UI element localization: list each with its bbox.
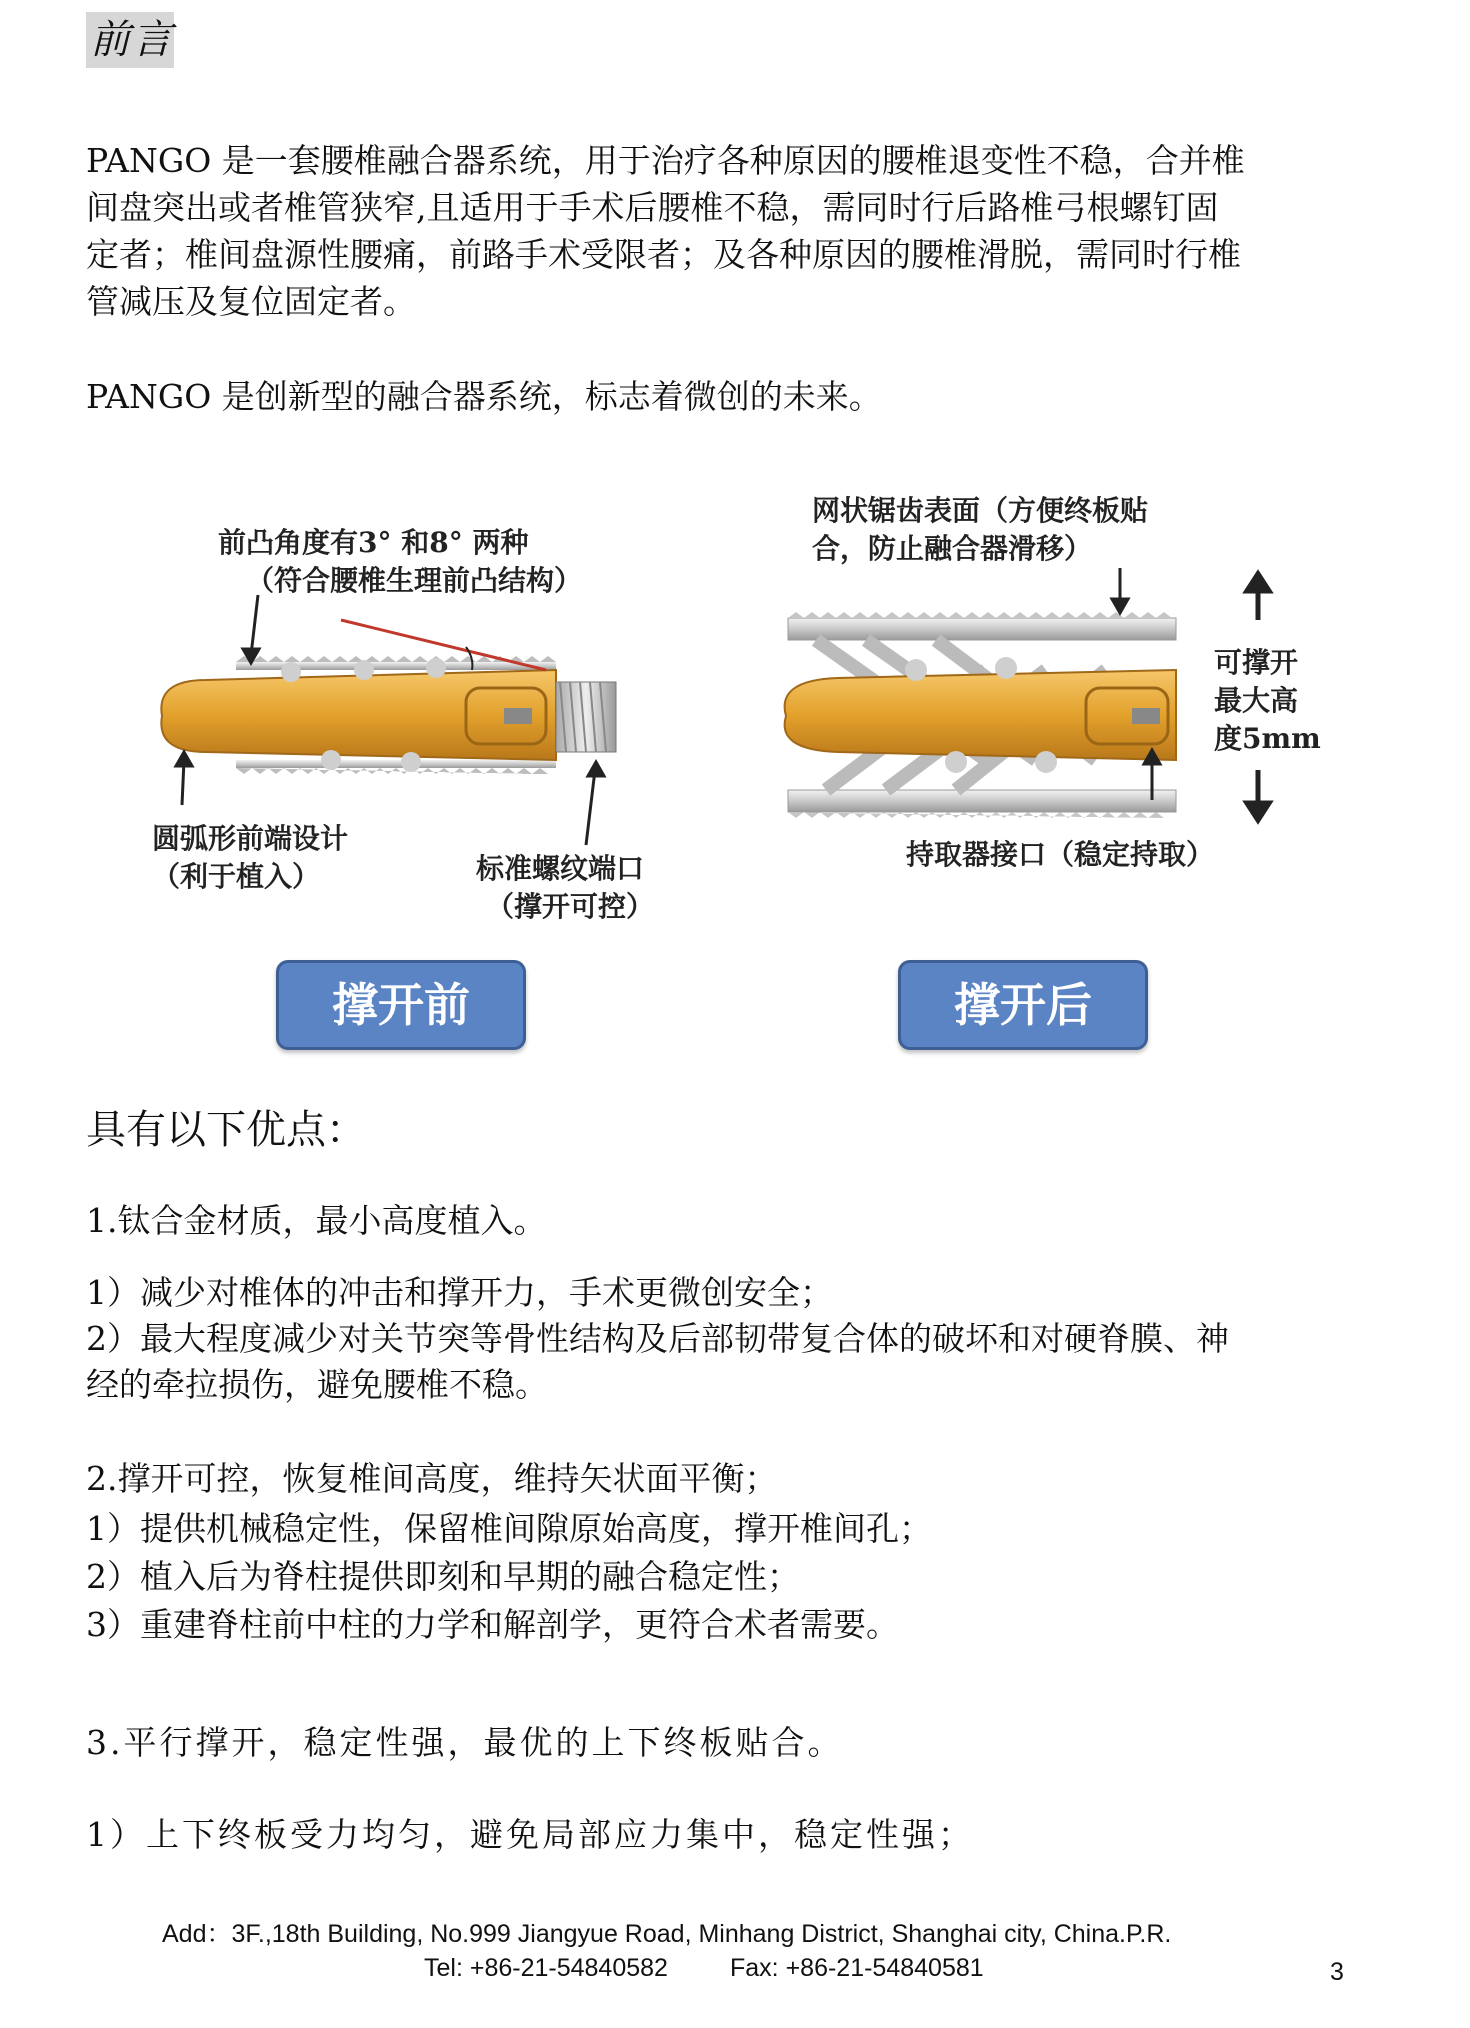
height-label-2: 最大高 — [1214, 684, 1299, 717]
advantage-1-item: 经的牵拉损伤，避免腰椎不稳。 — [86, 1365, 548, 1404]
advantage-2-item: 3）重建脊柱前中柱的力学和解剖学，更符合术者需要。 — [86, 1605, 899, 1644]
after-expansion-label: 撑开后 — [898, 960, 1148, 1050]
intro-line: 间盘突出或者椎管狭窄,且适用于手术后腰椎不稳，需同时行后路椎弓根螺钉固 — [86, 188, 1219, 227]
section-heading: 前言 — [86, 12, 174, 68]
tip-label: 圆弧形前端设计 — [152, 822, 349, 855]
page-number: 3 — [1330, 1958, 1344, 1986]
angle-label: 前凸角度有3° 和8° 两种 — [218, 526, 529, 559]
intro-line: PANGO 是一套腰椎融合器系统，用于治疗各种原因的腰椎退变性不稳，合并椎 — [86, 141, 1245, 180]
advantage-1-title: 1.钛合金材质，最小高度植入。 — [86, 1201, 547, 1240]
implant-before — [161, 620, 616, 774]
holder-label: 持取器接口（稳定持取） — [906, 838, 1215, 871]
advantage-2-title: 2.撑开可控，恢复椎间高度，维持矢状面平衡； — [86, 1459, 778, 1498]
surface-label: 网状锯齿表面（方便终板贴 — [812, 494, 1149, 527]
footer-fax: Fax: +86-21-54840581 — [730, 1954, 984, 1982]
angle-sublabel: （符合腰椎生理前凸结构） — [246, 564, 583, 597]
footer-tel: Tel: +86-21-54840582 — [424, 1954, 668, 1982]
advantage-3-item: 1）上下终板受力均匀，避免局部应力集中，稳定性强； — [86, 1815, 974, 1854]
advantage-1-item: 1）减少对椎体的冲击和撑开力，手术更微创安全； — [86, 1273, 833, 1312]
tip-sublabel: （利于植入） — [152, 860, 321, 893]
height-label-1: 可撑开 — [1214, 646, 1299, 679]
before-expansion-label: 撑开前 — [276, 960, 526, 1050]
thread-label: 标准螺纹端口 — [476, 852, 645, 885]
intro-line: 管减压及复位固定者。 — [86, 282, 416, 321]
product-figure — [86, 470, 1386, 1080]
advantage-1-item: 2）最大程度减少对关节突等骨性结构及后部韧带复合体的破坏和对硬脊膜、神 — [86, 1319, 1229, 1358]
surface-sublabel: 合，防止融合器滑移） — [812, 532, 1093, 565]
implant-after — [785, 612, 1176, 818]
advantage-3-title: 3.平行撑开，稳定性强，最优的上下终板贴合。 — [86, 1723, 844, 1762]
footer-address: Add：3F.,18th Building, No.999 Jiangyue Road, Minhang District, Shanghai city, China.P.R. — [162, 1920, 1172, 1948]
intro-line: 定者；椎间盘源性腰痛，前路手术受限者；及各种原因的腰椎滑脱，需同时行椎 — [86, 235, 1241, 274]
advantages-title: 具有以下优点： — [86, 1107, 366, 1153]
height-label-3: 度5mm — [1214, 722, 1321, 755]
advantage-2-item: 1）提供机械稳定性，保留椎间隙原始高度，撑开椎间孔； — [86, 1509, 932, 1548]
intro-paragraph — [86, 137, 1351, 325]
intro-paragraph-2: PANGO 是创新型的融合器系统，标志着微创的未来。 — [86, 377, 882, 416]
advantage-2-item: 2）植入后为脊柱提供即刻和早期的融合稳定性； — [86, 1557, 800, 1596]
thread-sublabel: （撑开可控） — [486, 890, 655, 923]
